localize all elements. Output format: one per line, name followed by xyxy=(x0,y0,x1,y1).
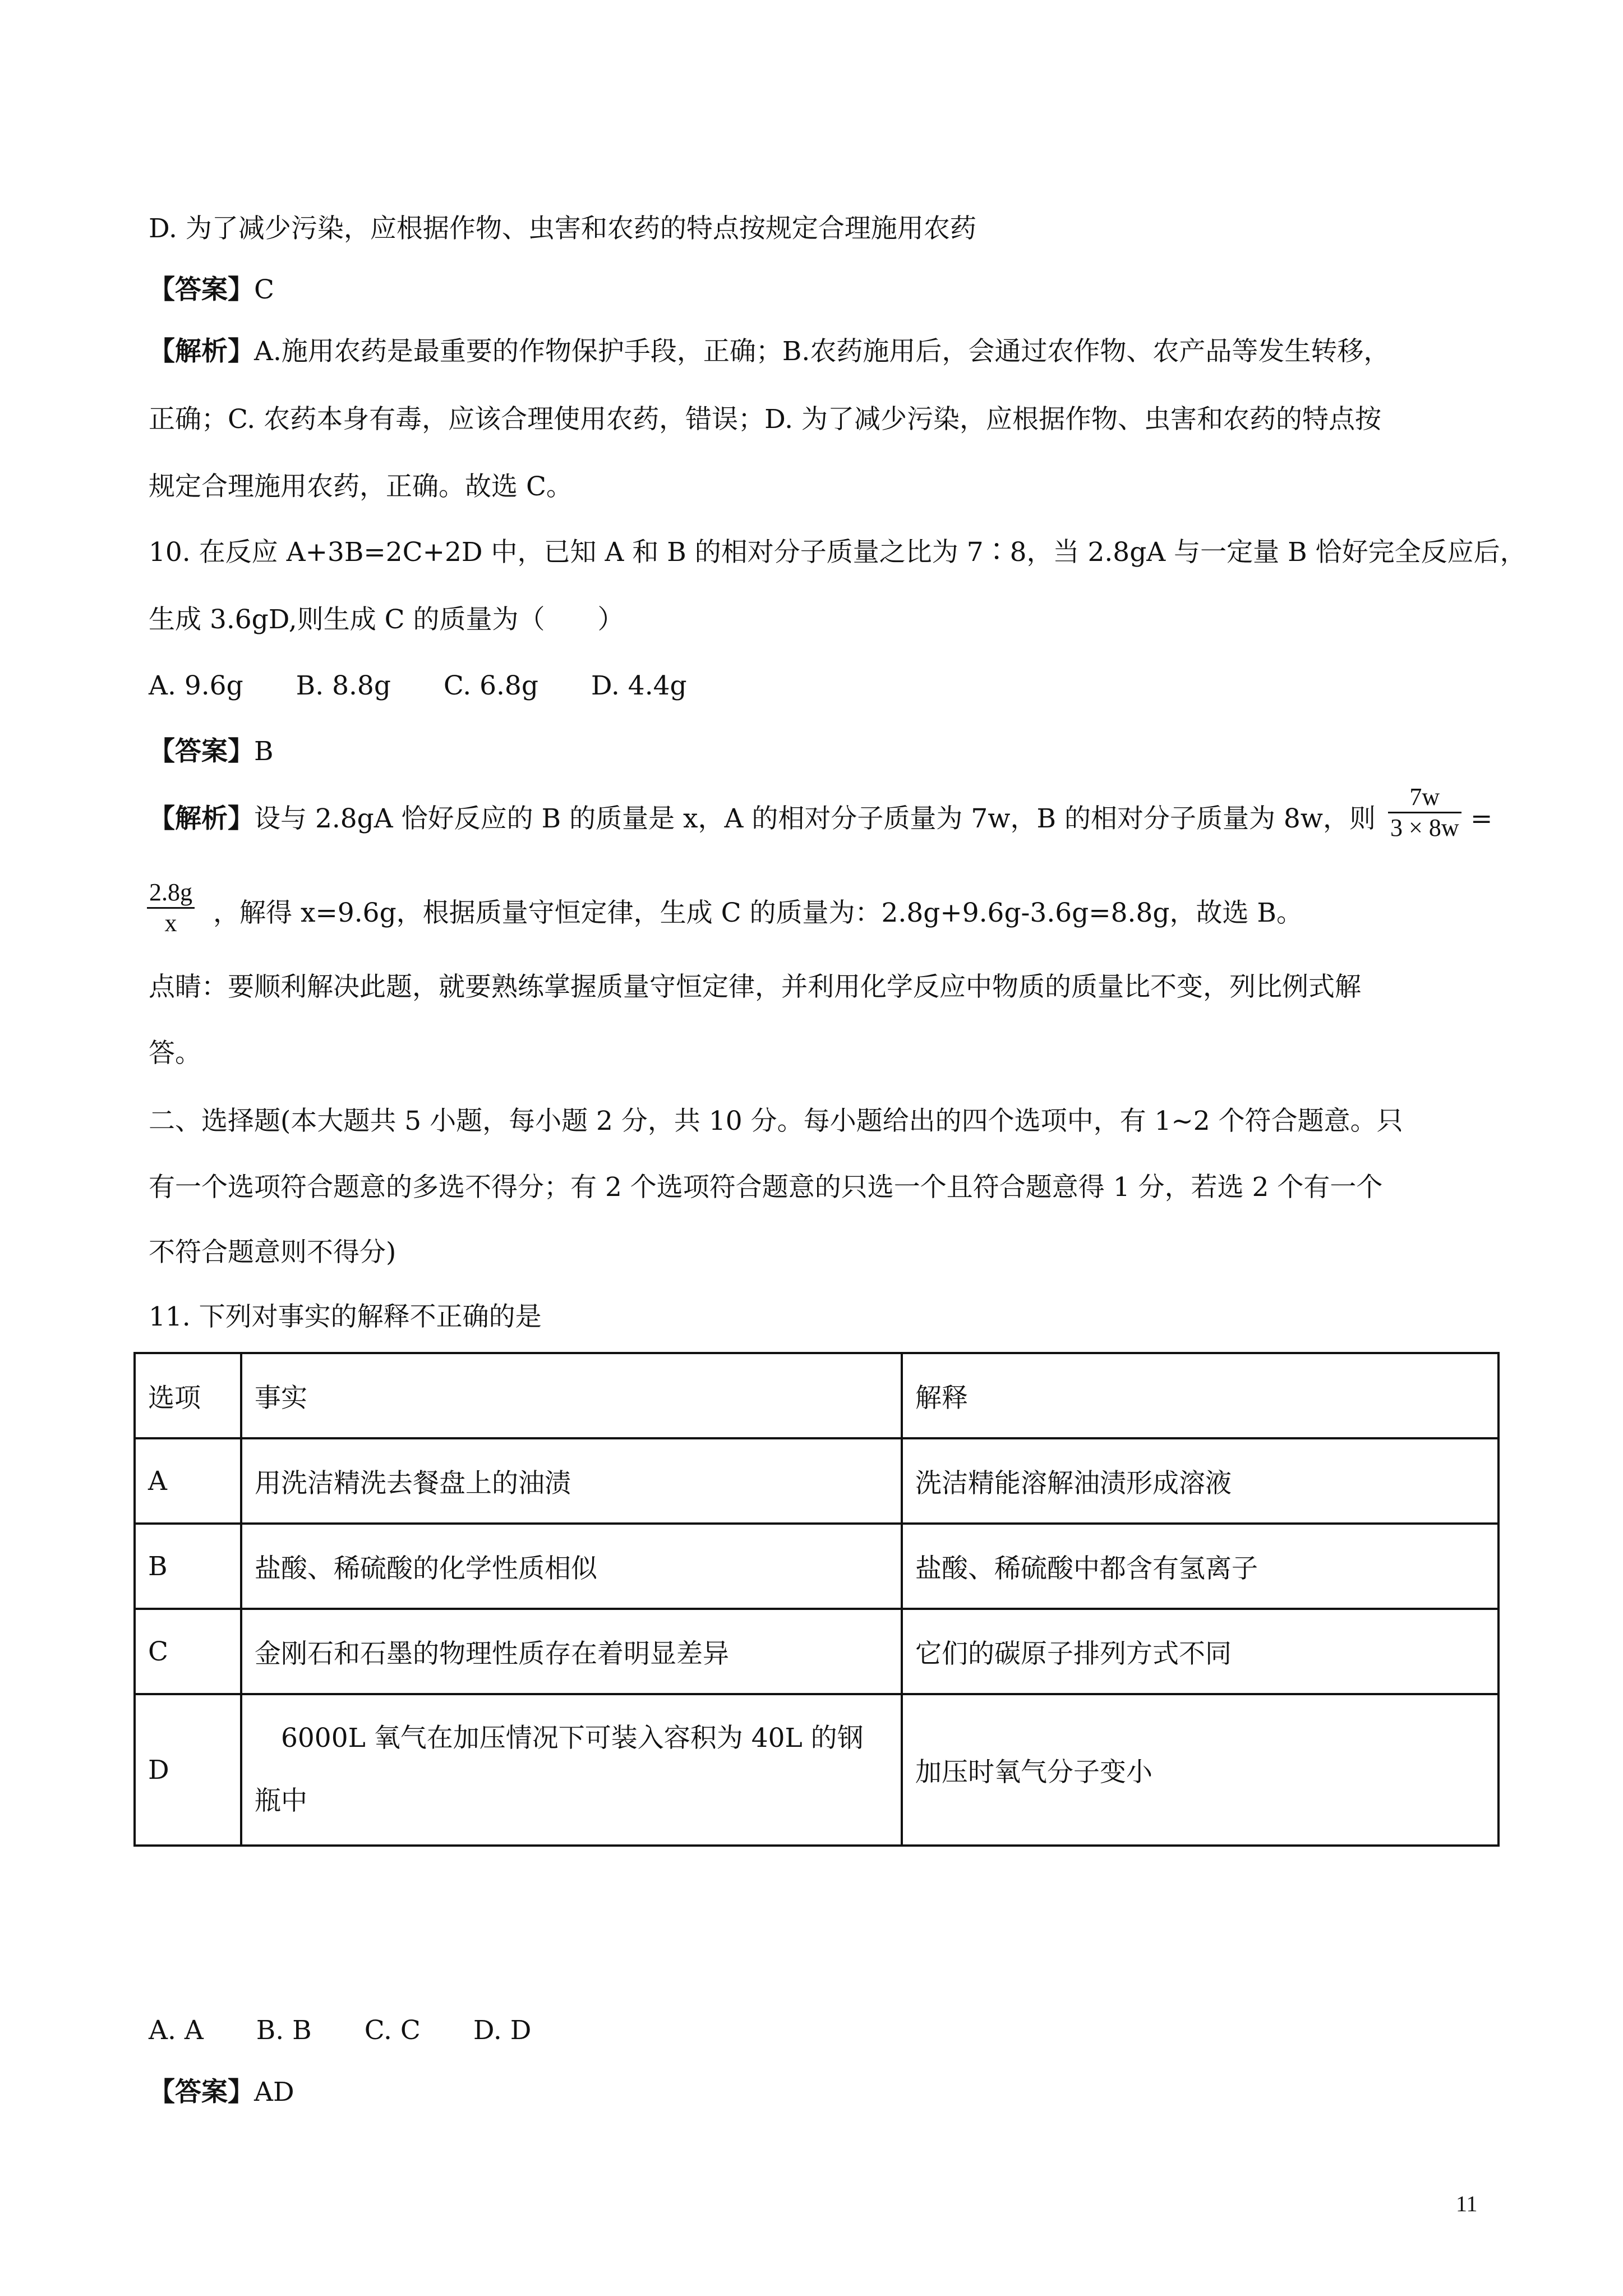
section-2-heading-line-3: 不符合题意则不得分) xyxy=(149,1237,396,1268)
cell-option: B xyxy=(135,1524,241,1609)
ratio-fraction-2 xyxy=(147,878,195,938)
explanation-text: A.施用农药是最重要的作物保护手段，正确；B.农药施用后，会通过农作物、农产品等发生转移， xyxy=(254,336,1390,367)
fraction-denominator: x xyxy=(147,907,195,938)
note-line-1: 点睛：要顺利解决此题，就要熟练掌握质量守恒定律，并利用化学反应中物质的质量比不变，列比例式解 xyxy=(149,972,1361,1002)
facts-table xyxy=(133,1352,1500,1847)
answer-label: 【答案】 xyxy=(149,2077,254,2108)
cell-explanation: 加压时氧气分子变小 xyxy=(902,1694,1498,1846)
question-10-line-1: 10. 在反应 A+3B=2C+2D 中，已知 A 和 B 的相对分子质量之比为 7∶8，当 2.8gA 与一定量 B 恰好完全反应后， xyxy=(149,537,1527,568)
answer-label: 【答案】 xyxy=(149,736,254,767)
fraction-numerator: 7w xyxy=(1409,783,1440,811)
explanation-line-3: 规定合理施用农药，正确。故选 C。 xyxy=(149,471,573,502)
explanation-text: 设与 2.8gA 恰好反应的 B 的质量是 x，A 的相对分子质量为 7w，B 的相对分子质量为 8w，则 xyxy=(254,803,1376,834)
cell-fact: 6000L 氧气在加压情况下可装入容积为 40L 的钢瓶中 xyxy=(241,1694,902,1846)
question-10-options: A. 9.6g B. 8.8g C. 6.8g D. 4.4g xyxy=(149,670,687,701)
section-2-heading-line-1: 二、选择题(本大题共 5 小题，每小题 2 分，共 10 分。每小题给出的四个选项中，有 1~2 个符合题意。只 xyxy=(149,1106,1403,1137)
explanation-label: 【解析】 xyxy=(149,336,254,367)
cell-option: D xyxy=(135,1694,241,1846)
table-row xyxy=(135,1694,1498,1846)
table-header-row xyxy=(135,1353,1498,1438)
option-d-line: D. 为了减少污染，应根据作物、虫害和农药的特点按规定合理施用农药 xyxy=(149,213,976,244)
answer-line-1 xyxy=(149,273,274,307)
explanation-line-1 xyxy=(149,335,1390,369)
equals-sign: = xyxy=(1470,803,1493,834)
cell-explanation: 它们的碳原子排列方式不同 xyxy=(902,1609,1498,1694)
explanation-line-2: 正确；C. 农药本身有毒，应该合理使用农药，错误；D. 为了减少污染，应根据作物、虫害和农药的特点按 xyxy=(149,404,1382,435)
table-row xyxy=(135,1438,1498,1524)
explanation-2-line-2: ，解得 x=9.6g，根据质量守恒定律，生成 C 的质量为：2.8g+9.6g-3.6g=8.8g，故选 B。 xyxy=(213,898,1303,928)
answer-value: B xyxy=(254,736,274,767)
note-line-2: 答。 xyxy=(149,1038,201,1069)
cell-explanation: 盐酸、稀硫酸中都含有氢离子 xyxy=(902,1524,1498,1609)
explanation-label: 【解析】 xyxy=(149,803,254,834)
ratio-fraction-1 xyxy=(1388,783,1461,843)
answer-value: AD xyxy=(254,2077,294,2108)
explanation-2-line-1 xyxy=(149,802,1376,836)
cell-fact: 用洗洁精洗去餐盘上的油渍 xyxy=(241,1438,902,1524)
cell-fact: 金刚石和石墨的物理性质存在着明显差异 xyxy=(241,1609,902,1694)
page-number: 11 xyxy=(1456,2191,1478,2216)
question-11: 11. 下列对事实的解释不正确的是 xyxy=(149,1301,542,1332)
table-row xyxy=(135,1524,1498,1609)
header-option: 选项 xyxy=(135,1353,241,1438)
question-11-options: A. A B. B C. C D. D xyxy=(149,2015,532,2046)
answer-line-3 xyxy=(149,2076,294,2109)
question-10-line-2: 生成 3.6gD,则生成 C 的质量为（ ） xyxy=(149,604,624,635)
section-2-heading-line-2: 有一个选项符合题意的多选不得分；有 2 个选项符合题意的只选一个且符合题意得 1 分，若选 2 个有一个 xyxy=(149,1172,1383,1203)
header-explanation: 解释 xyxy=(902,1353,1498,1438)
header-fact: 事实 xyxy=(241,1353,902,1438)
answer-value: C xyxy=(254,274,274,305)
answer-line-2 xyxy=(149,735,274,769)
fraction-denominator: 3 × 8w xyxy=(1388,812,1461,843)
answer-label: 【答案】 xyxy=(149,274,254,305)
cell-explanation: 洗洁精能溶解油渍形成溶液 xyxy=(902,1438,1498,1524)
fraction-numerator: 2.8g xyxy=(149,878,192,906)
table-row xyxy=(135,1609,1498,1694)
cell-option: C xyxy=(135,1609,241,1694)
cell-fact: 盐酸、稀硫酸的化学性质相似 xyxy=(241,1524,902,1609)
cell-option: A xyxy=(135,1438,241,1524)
